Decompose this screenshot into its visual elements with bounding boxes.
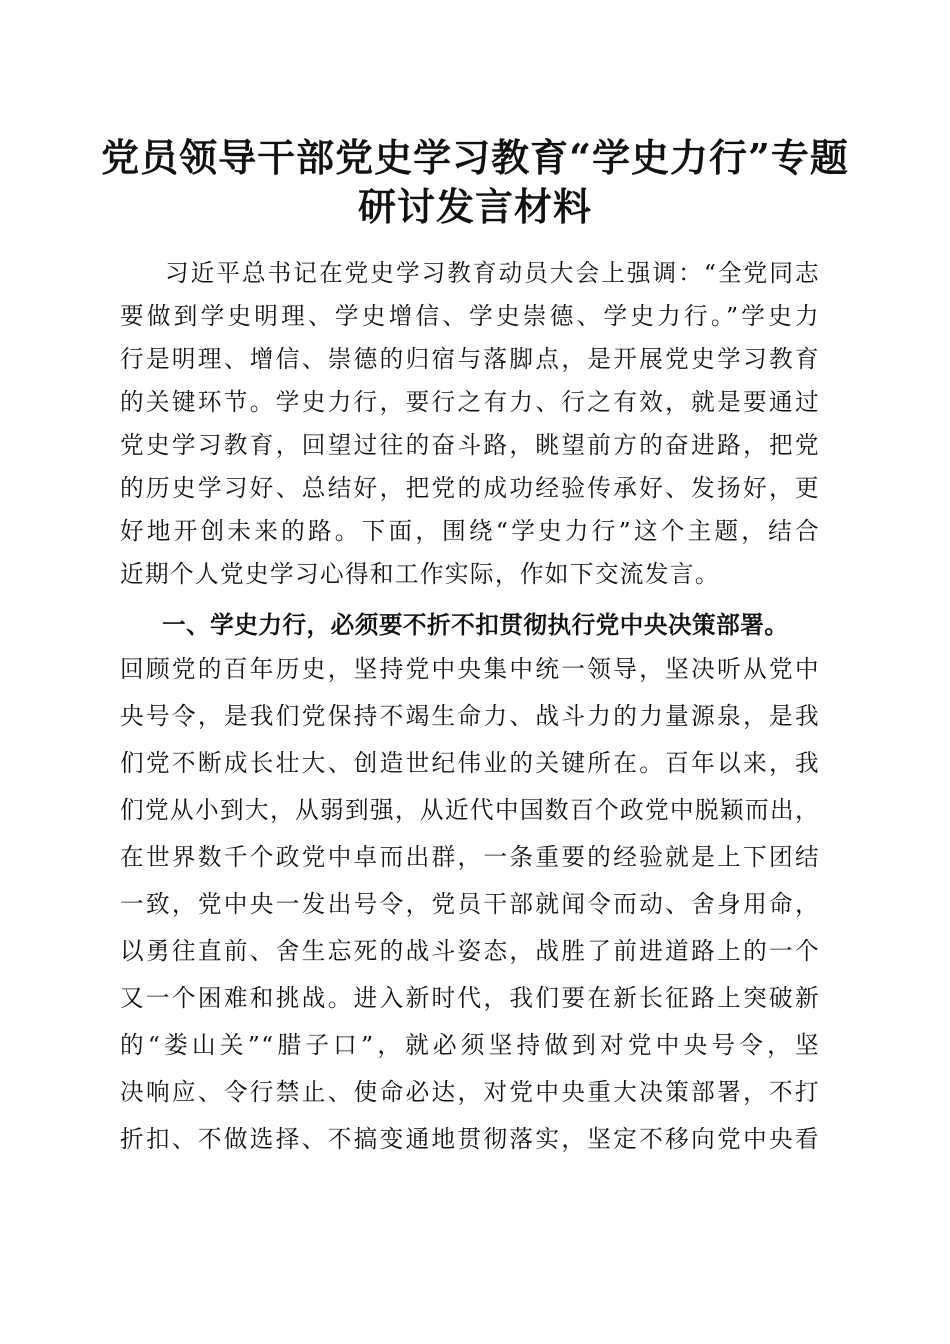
- section-heading-1: 一、学史力行，必须要不折不扣贯彻执行党中央决策部署。: [162, 611, 789, 639]
- text-line: 们党从小到大，从弱到强，从近代中国数百个政党中脱颖而出，: [120, 796, 820, 824]
- document-title-line-2: 研讨发言材料: [357, 184, 592, 229]
- document-title-line-1: 党员领导干部党史学习教育“学史力行”专题: [101, 135, 849, 180]
- text-line: 好地开创未来的路。下面，围绕“学史力行”这个主题，结合: [120, 517, 820, 545]
- text-line: 近期个人党史学习心得和工作实际，作如下交流发言。: [120, 560, 720, 588]
- text-line: 的历史学习好、总结好，把党的成功经验传承好、发扬好，更: [120, 474, 820, 502]
- text-line: 党史学习教育，回望过往的奋斗路，眺望前方的奋进路，把党: [120, 431, 820, 459]
- text-line: 在世界数千个政党中卓而出群，一条重要的经验就是上下团结: [120, 843, 820, 871]
- text-line: 折扣、不做选择、不搞变通地贯彻落实，坚定不移向党中央看: [120, 1125, 820, 1153]
- text-line: 又一个困难和挑战。进入新时代，我们要在新长征路上突破新: [120, 984, 820, 1012]
- text-line: 一致，党中央一发出号令，党员干部就闻令而动、舍身用命，: [120, 890, 820, 918]
- text-line: 回顾党的百年历史，坚持党中央集中统一领导，坚决听从党中: [120, 655, 820, 683]
- text-line: 决响应、令行禁止、使命必达，对党中央重大决策部署，不打: [120, 1078, 820, 1106]
- text-line: 要做到学史明理、学史增信、学史崇德、学史力行。”学史力: [120, 302, 820, 330]
- text-line: 的“娄山关”“腊子口”，就必须坚持做到对党中央号令，坚: [120, 1031, 820, 1059]
- text-line: 行是明理、增信、崇德的归宿与落脚点，是开展党史学习教育: [120, 345, 820, 373]
- text-line: 央号令，是我们党保持不竭生命力、战斗力的力量源泉，是我: [120, 702, 820, 730]
- text-line: 们党不断成长壮大、创造世纪伟业的关键所在。百年以来，我: [120, 749, 820, 777]
- text-line: 以勇往直前、舍生忘死的战斗姿态，战胜了前进道路上的一个: [120, 937, 820, 965]
- text-line: 的关键环节。学史力行，要行之有力、行之有效，就是要通过: [120, 388, 820, 416]
- text-line: 习近平总书记在党史学习教育动员大会上强调：“全党同志: [165, 259, 820, 287]
